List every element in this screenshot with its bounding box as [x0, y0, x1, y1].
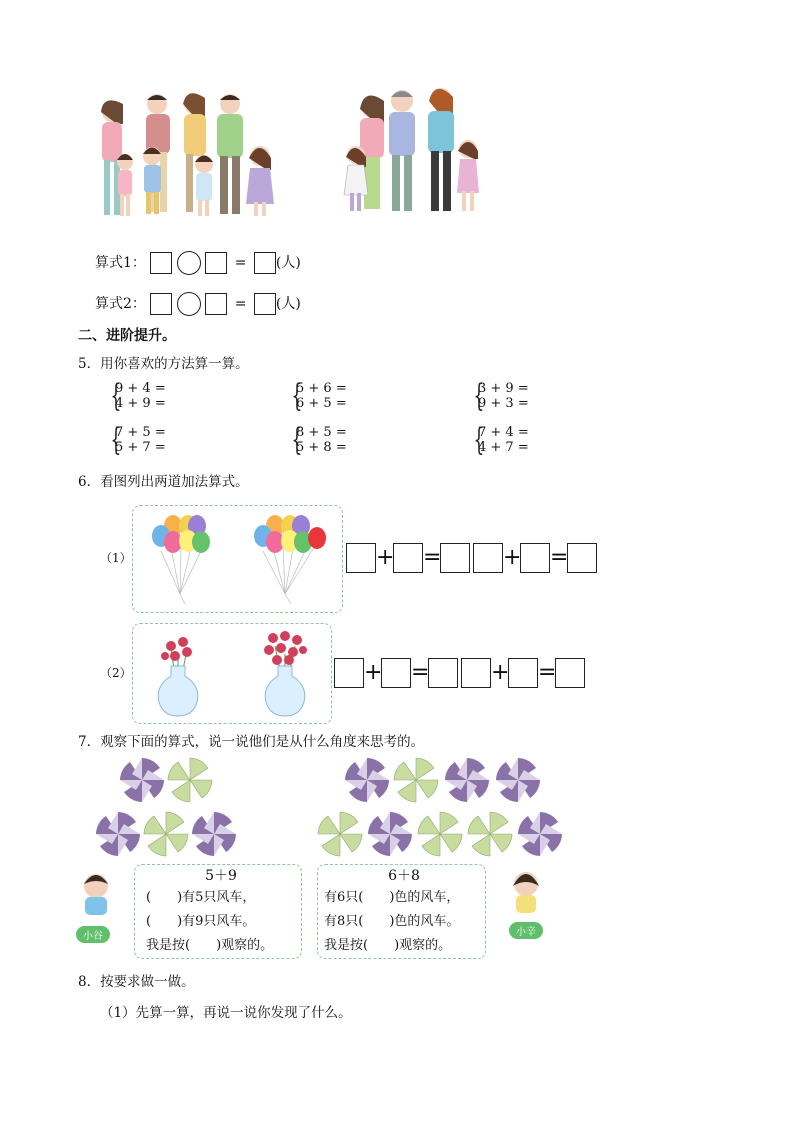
q5-pair-3 — [473, 378, 529, 414]
pinwheels-illustration — [90, 752, 570, 864]
balloons-picture-frame — [132, 505, 343, 613]
q5-brace: { — [110, 422, 122, 458]
formula-1-unit: (人) — [275, 255, 301, 271]
q6-2-plus-2: + — [491, 660, 510, 685]
left-speech-text — [146, 866, 296, 958]
q5-pair-6-line-2: 4 + 7 = — [478, 440, 529, 455]
q6-2-box-4[interactable] — [461, 658, 491, 688]
section-2-title: 二、进阶提升。 — [78, 328, 176, 344]
q6-part-1-equation — [346, 542, 597, 575]
left-line-1: ( )有5只风车， — [146, 890, 256, 905]
q6-1-box-2[interactable] — [393, 543, 423, 573]
question-8-title: 8．按要求做一做。 — [78, 974, 195, 990]
right-line-1: 有6只( )色的风车， — [324, 890, 460, 905]
left-formula: 5＋9 — [205, 868, 237, 884]
q5-brace: { — [291, 422, 303, 458]
q6-2-box-1[interactable] — [334, 658, 364, 688]
q5-pair-1 — [110, 378, 166, 414]
formula-2-equals: = — [234, 296, 247, 312]
formula-2-result-box[interactable] — [254, 293, 276, 315]
q6-1-eq-1: = — [423, 545, 442, 570]
q6-1-box-1[interactable] — [346, 543, 376, 573]
question-6-title: 6．看图列出两道加法算式。 — [78, 474, 249, 490]
formula-1-box-a[interactable] — [150, 252, 172, 274]
q6-1-eq-2: = — [550, 545, 569, 570]
left-line-2: ( )有9只风车。 — [146, 914, 256, 929]
q5-pair-4 — [110, 422, 166, 458]
q6-part-2-equation — [334, 657, 585, 690]
flower-vases-illustration — [133, 624, 331, 723]
family-group-left-illustration — [92, 90, 287, 225]
q6-1-plus-2: + — [503, 545, 522, 570]
balloons-illustration — [133, 506, 342, 612]
q6-2-box-3[interactable] — [428, 658, 458, 688]
q5-pair-3-line-1: 3 + 9 = — [478, 381, 529, 396]
formula-2-unit: (人) — [275, 296, 301, 312]
q5-pair-5-line-1: 8 + 5 = — [296, 425, 347, 440]
formula-2-box-b[interactable] — [205, 293, 227, 315]
q6-2-box-6[interactable] — [555, 658, 585, 688]
formula-2-label: 算式2： — [95, 296, 146, 312]
question-8-sub-1: （1）先算一算，再说一说你发现了什么。 — [100, 1005, 352, 1021]
q5-pair-4-line-1: 7 + 5 = — [115, 425, 166, 440]
q6-2-box-5[interactable] — [508, 658, 538, 688]
q6-1-box-5[interactable] — [520, 543, 550, 573]
formula-line-2 — [95, 292, 301, 316]
right-line-2: 有8只( )色的风车。 — [324, 914, 460, 929]
q6-1-box-6[interactable] — [567, 543, 597, 573]
q5-pair-2-line-2: 6 + 5 = — [296, 396, 347, 411]
girl-name-tag: 小辛 — [509, 922, 543, 939]
q5-pair-5 — [291, 422, 347, 458]
q5-pair-2 — [291, 378, 347, 414]
q6-2-box-2[interactable] — [381, 658, 411, 688]
right-line-3: 我是按( )观察的。 — [324, 938, 452, 953]
q6-part-1-label: （1） — [100, 551, 132, 565]
formula-1-equals: = — [234, 255, 247, 271]
q5-pair-1-line-2: 4 + 9 = — [115, 396, 166, 411]
formula-2-box-a[interactable] — [150, 293, 172, 315]
boy-name-tag: 小谷 — [76, 926, 110, 943]
q5-pair-3-line-2: 9 + 3 = — [478, 396, 529, 411]
formula-1-result-box[interactable] — [254, 252, 276, 274]
q6-1-plus-1: + — [376, 545, 395, 570]
q5-brace: { — [473, 422, 485, 458]
q6-part-2-label: （2） — [100, 666, 132, 680]
q5-pair-4-line-2: 5 + 7 = — [115, 440, 166, 455]
q5-brace: { — [473, 378, 485, 414]
formula-2-operator-circle[interactable] — [177, 292, 201, 316]
question-5-title: 5．用你喜欢的方法算一算。 — [78, 356, 249, 372]
q5-brace: { — [110, 378, 122, 414]
left-line-3: 我是按( )观察的。 — [146, 938, 274, 953]
formula-1-operator-circle[interactable] — [177, 251, 201, 275]
q5-brace: { — [291, 378, 303, 414]
right-formula: 6＋8 — [388, 868, 420, 884]
q5-pair-6-line-1: 7 + 4 = — [478, 425, 529, 440]
q5-pair-2-line-1: 5 + 6 = — [296, 381, 347, 396]
q6-2-plus-1: + — [364, 660, 383, 685]
q6-1-box-3[interactable] — [440, 543, 470, 573]
q5-pair-1-line-1: 9 + 4 = — [115, 381, 166, 396]
flowers-picture-frame — [132, 623, 332, 724]
q5-pair-6 — [473, 422, 529, 458]
girl-avatar — [506, 868, 546, 928]
formula-1-box-b[interactable] — [205, 252, 227, 274]
formula-line-1 — [95, 251, 301, 275]
q6-2-eq-1: = — [411, 660, 430, 685]
q6-1-box-4[interactable] — [473, 543, 503, 573]
boy-avatar — [76, 870, 116, 930]
q5-pair-5-line-2: 5 + 8 = — [296, 440, 347, 455]
q6-2-eq-2: = — [538, 660, 557, 685]
formula-1-label: 算式1： — [95, 255, 146, 271]
family-group-right-illustration — [340, 85, 485, 225]
question-7-title: 7．观察下面的算式，说一说他们是从什么角度来思考的。 — [78, 734, 425, 750]
right-speech-text — [324, 866, 484, 958]
